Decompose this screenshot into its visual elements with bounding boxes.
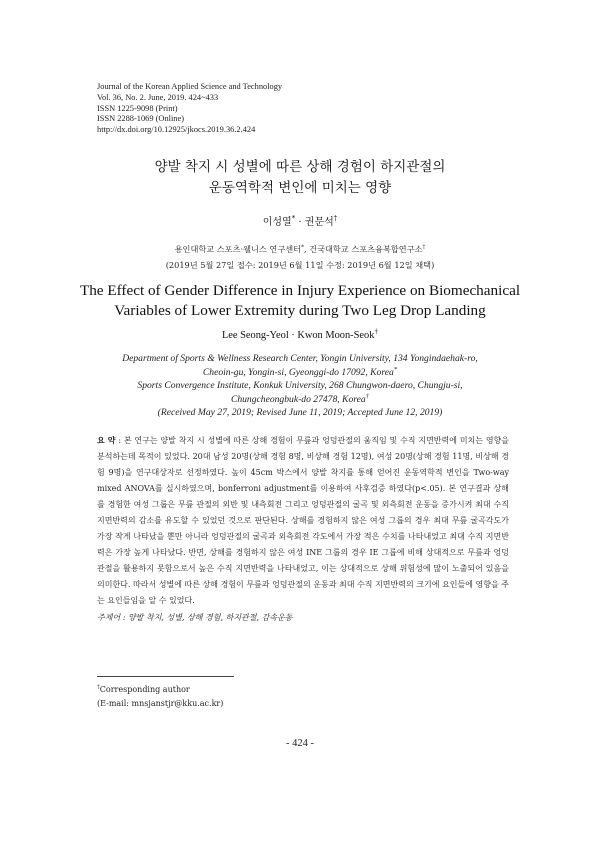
doi-link[interactable]: http://dx.doi.org/10.12925/jkocs.2019.36.2.424: [97, 125, 256, 135]
journal-name: Journal of the Korean Applied Science and Technology: [97, 82, 283, 91]
english-authors: [60, 327, 540, 341]
abstract-text: : 본 연구는 양발 착지 시 성별에 따른 상해 경험이 무릎과 엉덩관절의 움직임 및 수직 지면반력에 미치는 영향을 분석하는데 목적이 있었다. 20대 남성 20명(상해 경험 8명, 비상해 경험 12명), 여성 20명(상해 경험 11명, 비상해 경험 9명)을 연구대상자로 선정하였다. 높이 45cm 박스에서 양발 착지를 통해 얻어진 운동역학적 변인을 Two-way mixed ANOVA를 실시하였으며, bonferroni adjustment를 이용하여 사후검증 하였다(p<.05). 본 연구결과 상해를 경험한 여성 그룹은 무릎 관절의 외반 및 내측회전 그리고 엉덩관절의 굴곡 및 외측회전 운동을 증가시켜 최대 수직 지면반력의 감소를 유도할 수 있었던 것으로 판단된다. 상해를 경험하지 않은 여성 그룹의 경우 최대 무릎 굴곡각도가 가장 작게 나타났을 뿐만 아니라 엉덩관절의 굴곡과 외측회전 각도에서 가장 적은 수치를 나타내었고 최대 수직 지면반력은 가장 높게 나타났다. 반면, 상해를 경험하지 않은 여성 INE 그룹의 경우 IE 그룹에 비해 상대적으로 무릎과 엉덩관절을 활용하지 못함으로서 높은 수직 지면반력을 나타내었고, 이는 상대적으로 상해 위험성에 많이 노출되어 있음을 의미한다. 따라서 성별에 따른 상해 경험이 무릎과 엉덩관절의 운동과 최대 수직 지면반력의 크기에 요인들에 영향을 주는 요인들임을 알 수 있었다.: [97, 436, 510, 605]
affiliation-line: [60, 393, 540, 407]
affiliation-text: Chungcheongbuk-do 27478, Korea: [230, 393, 366, 405]
korean-dates: (2019년 5월 27일 접수: 2019년 6월 11일 수정: 2019년 6월 12일 채택): [165, 260, 435, 270]
author-separator: ·: [298, 217, 302, 228]
issn-print: ISSN 1225-9098 (Print): [97, 103, 178, 113]
affiliation-text: Cheoin-gu, Yongin-si, Gyeonggi-do 17092, Korea: [202, 366, 394, 378]
keywords-text: 양발 착지, 성별, 상해 경험, 하지관절, 감속운동: [125, 613, 293, 622]
abstract: [97, 432, 509, 609]
author-mark: *: [291, 214, 296, 223]
korean-authors: [60, 213, 540, 228]
footnote-divider: [97, 676, 234, 677]
affiliation-text: 용인대학교 스포츠·웰니스 연구센터: [174, 244, 302, 254]
author-name: 이성열: [262, 217, 292, 228]
keywords-label: 주제어 :: [97, 613, 126, 622]
journal-volume: Vol. 36, No. 2. June, 2019. 424~433: [97, 92, 219, 102]
keywords: [97, 612, 509, 623]
korean-title-line: 양발 착지 시 성별에 따른 상해 경험이 하지관절의: [154, 159, 446, 175]
korean-title-line: 운동역학적 변인에 미치는 영향: [208, 180, 392, 196]
journal-header: [97, 82, 517, 136]
english-dates: (Received May 27, 2019; Revised June 11, 2019; Accepted June 12, 2019): [157, 407, 443, 419]
affiliation-line: Department of Sports & Wellness Research Center, Yongin University, 134 Yongindaehak-ro,: [122, 353, 478, 364]
english-affiliation: [60, 352, 540, 420]
affiliation-line: [60, 366, 540, 380]
abstract-label: 요 약: [97, 435, 116, 445]
english-author-names: Lee Seong-Yeol · Kwon Moon-Seok: [221, 330, 375, 341]
footnote-text: Corresponding author: [99, 685, 190, 694]
issn-online: ISSN 2288-1069 (Online): [97, 114, 185, 124]
author-mark: †: [374, 327, 379, 336]
korean-title: [60, 157, 540, 199]
affiliation-mark: †: [365, 392, 370, 400]
affiliation-mark: *: [393, 365, 398, 373]
author-name: 권문석: [304, 217, 334, 228]
affiliation-line: [60, 241, 540, 257]
footnote-mark: †: [97, 684, 100, 691]
page-number: - 424 -: [286, 738, 314, 749]
affiliation-mark: †: [422, 244, 426, 251]
english-title-line: The Effect of Gender Difference in Injury Experience on Biomechanical: [79, 282, 521, 299]
korean-affiliation: [60, 241, 540, 273]
author-mark: †: [333, 214, 338, 223]
affiliation-line: Sports Convergence Institute, Konkuk University, 268 Chungwon-daero, Chungju-si,: [137, 380, 463, 392]
footnote: [97, 683, 397, 710]
english-title: [60, 281, 540, 320]
footnote-line: [97, 683, 397, 697]
footnote-email: (E-mail: mnsjanstjr@kku.ac.kr): [97, 698, 224, 708]
affiliation-mark: *: [301, 244, 304, 251]
affiliation-text: , 건국대학교 스포츠융복합연구소: [303, 244, 423, 254]
english-title-line: Variables of Lower Extremity during Two Leg Drop Landing: [114, 301, 486, 319]
